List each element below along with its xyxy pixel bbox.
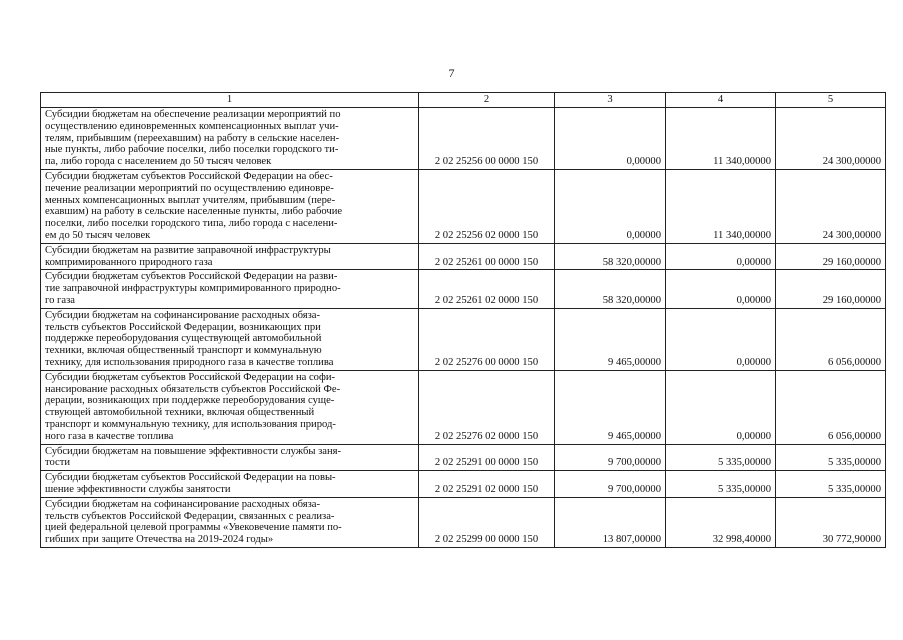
table-row (41, 308, 886, 370)
amount-col4: 32 998,40000 (666, 497, 776, 547)
amount-col3: 58 320,00000 (555, 270, 666, 308)
amount-col4: 5 335,00000 (666, 444, 776, 471)
table-row (41, 471, 886, 498)
amount-col3: 9 700,00000 (555, 471, 666, 498)
amount-col3: 9 465,00000 (555, 370, 666, 444)
description-line: гибших при защите Отечества на 2019-2024 годы» (45, 534, 274, 546)
amount-col3: 9 465,00000 (555, 308, 666, 370)
description-line: цией федеральной целевой программы «Увековечение памяти по- (45, 522, 342, 534)
column-header-3: 3 (555, 93, 666, 108)
column-header-5: 5 (776, 93, 886, 108)
amount-col4: 0,00000 (666, 243, 776, 270)
description-line: нансирование расходных обязательств субъектов Российской Фе- (45, 383, 341, 395)
description-line: Субсидии бюджетам на обеспечение реализации мероприятий по (45, 109, 341, 120)
budget-code: 2 02 25256 02 0000 150 (419, 169, 555, 243)
description-line: печение реализации мероприятий по осуществлению единовре- (45, 182, 334, 194)
description-line: Субсидии бюджетам субъектов Российской Федерации на софи- (45, 371, 336, 383)
budget-code: 2 02 25291 00 0000 150 (419, 444, 555, 471)
row-description (41, 243, 419, 270)
row-description (41, 370, 419, 444)
amount-col3: 58 320,00000 (555, 243, 666, 270)
table-row (41, 370, 886, 444)
description-line: Субсидии бюджетам субъектов Российской Федерации на разви- (45, 271, 338, 283)
amount-col3: 9 700,00000 (555, 444, 666, 471)
description-line: Субсидии бюджетам на развитие заправочной инфраструктуры (45, 244, 331, 256)
description-line: шение эффективности службы занятости (45, 483, 231, 495)
amount-col4: 5 335,00000 (666, 471, 776, 498)
table-row (41, 243, 886, 270)
description-line: Субсидии бюджетам на софинансирование расходных обяза- (45, 309, 321, 321)
amount-col4: 11 340,00000 (666, 169, 776, 243)
description-line: ствующей автомобильной техники, включая общественный (45, 407, 315, 419)
row-description (41, 108, 419, 170)
description-line: поселки, либо поселки городского типа, либо города с населени- (45, 218, 338, 230)
description-line: техники, включая общественный транспорт и коммунальную (45, 345, 322, 357)
budget-table (40, 92, 886, 548)
amount-col4: 0,00000 (666, 308, 776, 370)
description-line: дерации, возникающих при поддержке переоборудования суще- (45, 395, 335, 407)
amount-col5: 6 056,00000 (776, 370, 886, 444)
row-description (41, 471, 419, 498)
amount-col5: 5 335,00000 (776, 471, 886, 498)
description-line: осуществлению единовременных компенсационных выплат учи- (45, 120, 339, 132)
amount-col5: 29 160,00000 (776, 270, 886, 308)
table-row (41, 108, 886, 170)
page-number: 7 (448, 66, 455, 80)
description-line: Субсидии бюджетам субъектов Российской Федерации на обес- (45, 170, 333, 182)
column-header-4: 4 (666, 93, 776, 108)
description-line: транспорт и коммунальную технику, для использования природ- (45, 418, 336, 430)
description-line: Субсидии бюджетам субъектов Российской Федерации на повы- (45, 472, 336, 484)
budget-code: 2 02 25261 00 0000 150 (419, 243, 555, 270)
description-line: Субсидии бюджетам на софинансирование расходных обяза- (45, 498, 321, 510)
budget-code: 2 02 25299 00 0000 150 (419, 497, 555, 547)
amount-col4: 0,00000 (666, 270, 776, 308)
amount-col3: 0,00000 (555, 108, 666, 170)
table-row (41, 444, 886, 471)
description-line: тельств субъектов Российской Федерации, возникающих при (45, 321, 321, 333)
column-header-1: 1 (41, 93, 419, 108)
row-description (41, 308, 419, 370)
description-line: поддержке переоборудования существующей автомобильной (45, 333, 322, 345)
amount-col5: 29 160,00000 (776, 243, 886, 270)
amount-col5: 24 300,00000 (776, 169, 886, 243)
row-description (41, 444, 419, 471)
budget-code: 2 02 25261 02 0000 150 (419, 270, 555, 308)
table-row (41, 169, 886, 243)
description-line: тельств субъектов Российской Федерации, связанных с реализа- (45, 510, 335, 522)
row-description (41, 270, 419, 308)
amount-col5: 30 772,90000 (776, 497, 886, 547)
description-line: Субсидии бюджетам на повышение эффективности службы заня- (45, 445, 342, 457)
budget-code: 2 02 25276 02 0000 150 (419, 370, 555, 444)
description-line: ехавшим) на работу в сельские населенные пункты, либо рабочие (45, 206, 343, 218)
table-body (41, 108, 886, 548)
table-row (41, 497, 886, 547)
header-row (41, 93, 886, 108)
description-line: ем до 50 тысяч человек (45, 229, 151, 241)
amount-col4: 0,00000 (666, 370, 776, 444)
amount-col4: 11 340,00000 (666, 108, 776, 170)
description-line: тие заправочной инфраструктуры компримированного природно- (45, 283, 341, 295)
amount-col3: 13 807,00000 (555, 497, 666, 547)
description-line: ные пункты, либо рабочие поселки, либо поселки городского ти- (45, 144, 339, 156)
budget-code: 2 02 25256 00 0000 150 (419, 108, 555, 170)
row-description (41, 169, 419, 243)
budget-code: 2 02 25276 00 0000 150 (419, 308, 555, 370)
description-line: па, либо города с населением до 50 тысяч человек (45, 156, 272, 168)
description-line: ного газа в качестве топлива (45, 430, 174, 442)
description-line: телям, прибывшим (переехавшим) на работу в сельские населен- (45, 132, 340, 144)
budget-code: 2 02 25291 02 0000 150 (419, 471, 555, 498)
description-line: го газа (45, 294, 75, 306)
amount-col3: 0,00000 (555, 169, 666, 243)
description-line: технику, для использования природного газа в качестве топлива (45, 356, 334, 368)
table-row (41, 270, 886, 308)
amount-col5: 24 300,00000 (776, 108, 886, 170)
column-header-2: 2 (419, 93, 555, 108)
amount-col5: 5 335,00000 (776, 444, 886, 471)
description-line: тости (45, 457, 71, 469)
description-line: менных компенсационных выплат учителям, прибывшим (пере- (45, 194, 336, 206)
amount-col5: 6 056,00000 (776, 308, 886, 370)
description-line: компримированного природного газа (45, 256, 213, 268)
row-description (41, 497, 419, 547)
